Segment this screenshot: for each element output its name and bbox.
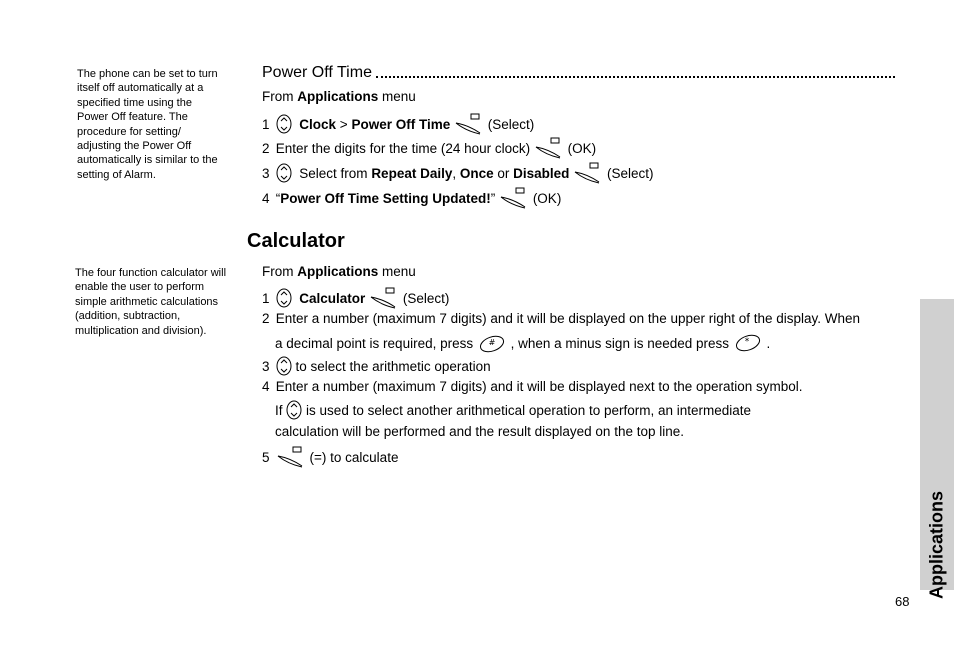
calculator-step-3: 3 to select the arithmetic operation: [262, 356, 491, 379]
star-key-icon: [733, 332, 763, 357]
calculator-step-1: 1 Calculator (Select): [262, 287, 449, 312]
svg-text:*: *: [744, 337, 750, 347]
softkey-icon: [369, 287, 399, 312]
power-off-side-note: The phone can be set to turn itself off automatically at a specified time using the Power Off feature. The procedure for setting/ adjusting the Power Off automatically is similar to the setting of Alarm.: [77, 68, 218, 181]
calculator-step-2-cont: a decimal point is required, press # , when a minus sign is needed press * .: [275, 332, 770, 357]
power-off-step-1: 1 Clock > Power Off Time (Select): [262, 113, 534, 138]
power-off-from-line: From Applications menu: [262, 89, 416, 104]
nav-key-icon: [276, 114, 292, 137]
softkey-icon: [499, 187, 529, 212]
nav-key-icon: [286, 400, 302, 423]
nav-key-icon: [276, 356, 292, 379]
softkey-icon: [276, 446, 306, 471]
power-off-heading: Power Off Time: [262, 64, 895, 82]
power-off-step-2: 2 Enter the digits for the time (24 hour clock) (OK): [262, 137, 596, 162]
nav-key-icon: [276, 288, 292, 311]
softkey-icon: [534, 137, 564, 162]
nav-key-icon: [276, 163, 292, 186]
calculator-from-line: From Applications menu: [262, 264, 416, 279]
softkey-icon: [454, 113, 484, 138]
calculator-step-2: 2 Enter a number (maximum 7 digits) and it will be displayed on the upper right of the display. When: [262, 311, 861, 326]
section-tab-label: Applications: [926, 490, 947, 599]
calculator-step-4-cont2: calculation will be performed and the result displayed on the top line.: [275, 424, 684, 439]
power-off-step-3: 3 Select from Repeat Daily, Once or Disabled (Select): [262, 162, 653, 187]
calculator-side-note: The four function calculator will enable the user to perform simple arithmetic calculations (addition, subtraction, multiplication and division).: [75, 267, 227, 337]
svg-text:#: #: [488, 338, 496, 347]
power-off-step-4: 4 “Power Off Time Setting Updated!” (OK): [262, 187, 561, 212]
softkey-icon: [573, 162, 603, 187]
section-tab: [920, 299, 954, 599]
calculator-step-4: 4 Enter a number (maximum 7 digits) and it will be displayed next to the operation symbol.: [262, 379, 803, 394]
hash-key-icon: [477, 332, 507, 357]
page-number: 68: [895, 594, 910, 609]
calculator-step-5: 5 (=) to calculate: [262, 446, 398, 471]
calculator-step-4-cont: If is used to select another arithmetical operation to perform, an intermediate: [275, 400, 751, 423]
calculator-heading: Calculator: [247, 230, 345, 252]
leader-dots: [376, 75, 895, 78]
